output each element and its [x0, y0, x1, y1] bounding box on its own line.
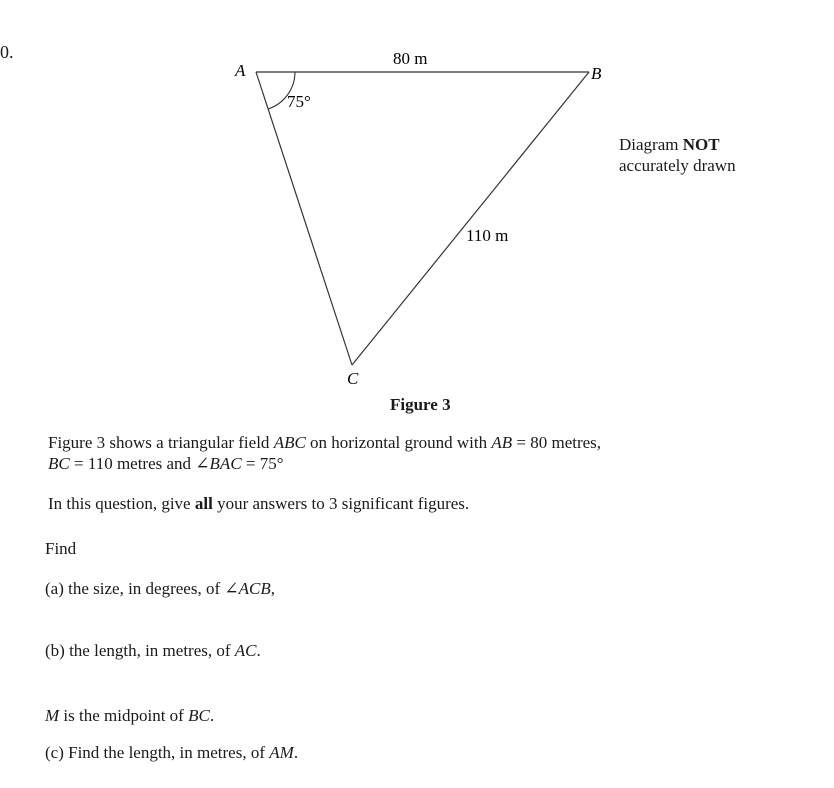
intro-text-4: = 110 metres and ∠ — [69, 454, 210, 473]
question-b — [45, 641, 261, 661]
instr-text-2: your answers to 3 significant figures. — [212, 494, 470, 513]
m-text-2: . — [209, 706, 215, 725]
ab-length-label: 80 m — [393, 49, 428, 68]
midpoint-statement — [45, 706, 214, 726]
vertex-b-label: B — [591, 64, 602, 83]
instruction-paragraph — [48, 493, 469, 514]
note-prefix: Diagram — [619, 135, 683, 154]
vertex-c-label: C — [347, 369, 359, 388]
m-text-1: is the midpoint of — [59, 706, 189, 725]
diagram-note — [619, 134, 736, 176]
qa-text-2: , — [270, 579, 275, 598]
qa-acb: ACB — [238, 579, 271, 598]
qa-text-1: (a) the size, in degrees, of ∠ — [45, 579, 239, 598]
qb-text-1: (b) the length, in metres, of — [45, 641, 235, 660]
intro-bc: BC — [48, 454, 70, 473]
bc-length-label: 110 m — [466, 226, 509, 245]
intro-text-5: = 75° — [241, 454, 284, 473]
instr-bold: all — [194, 494, 213, 513]
intro-bac: BAC — [209, 454, 242, 473]
intro-paragraph — [48, 432, 601, 474]
figure-caption: Figure 3 — [390, 395, 451, 414]
question-c — [45, 743, 298, 763]
qb-ac: AC — [234, 641, 257, 660]
intro-ab: AB — [491, 433, 513, 452]
side-bc — [352, 72, 589, 365]
side-ac — [256, 72, 352, 365]
intro-text-3: = 80 metres, — [512, 433, 602, 452]
find-label: Find — [45, 539, 77, 558]
m-bc: BC — [188, 706, 210, 725]
note-line2: accurately drawn — [619, 156, 736, 175]
question-a — [45, 579, 275, 599]
angle-a-label: 75° — [287, 92, 311, 111]
m-italic: M — [45, 706, 60, 725]
note-not: NOT — [682, 135, 720, 154]
intro-abc: ABC — [273, 433, 306, 452]
intro-text-1: Figure 3 shows a triangular field — [48, 433, 274, 452]
qc-am: AM — [269, 743, 294, 762]
question-number: 0. — [0, 42, 14, 62]
instr-text-1: In this question, give — [48, 494, 195, 513]
intro-text-2: on horizontal ground with — [305, 433, 492, 452]
vertex-a-label: A — [235, 61, 246, 80]
qb-text-2: . — [256, 641, 261, 660]
qc-text-2: . — [293, 743, 299, 762]
qc-text-1: (c) Find the length, in metres, of — [45, 743, 270, 762]
